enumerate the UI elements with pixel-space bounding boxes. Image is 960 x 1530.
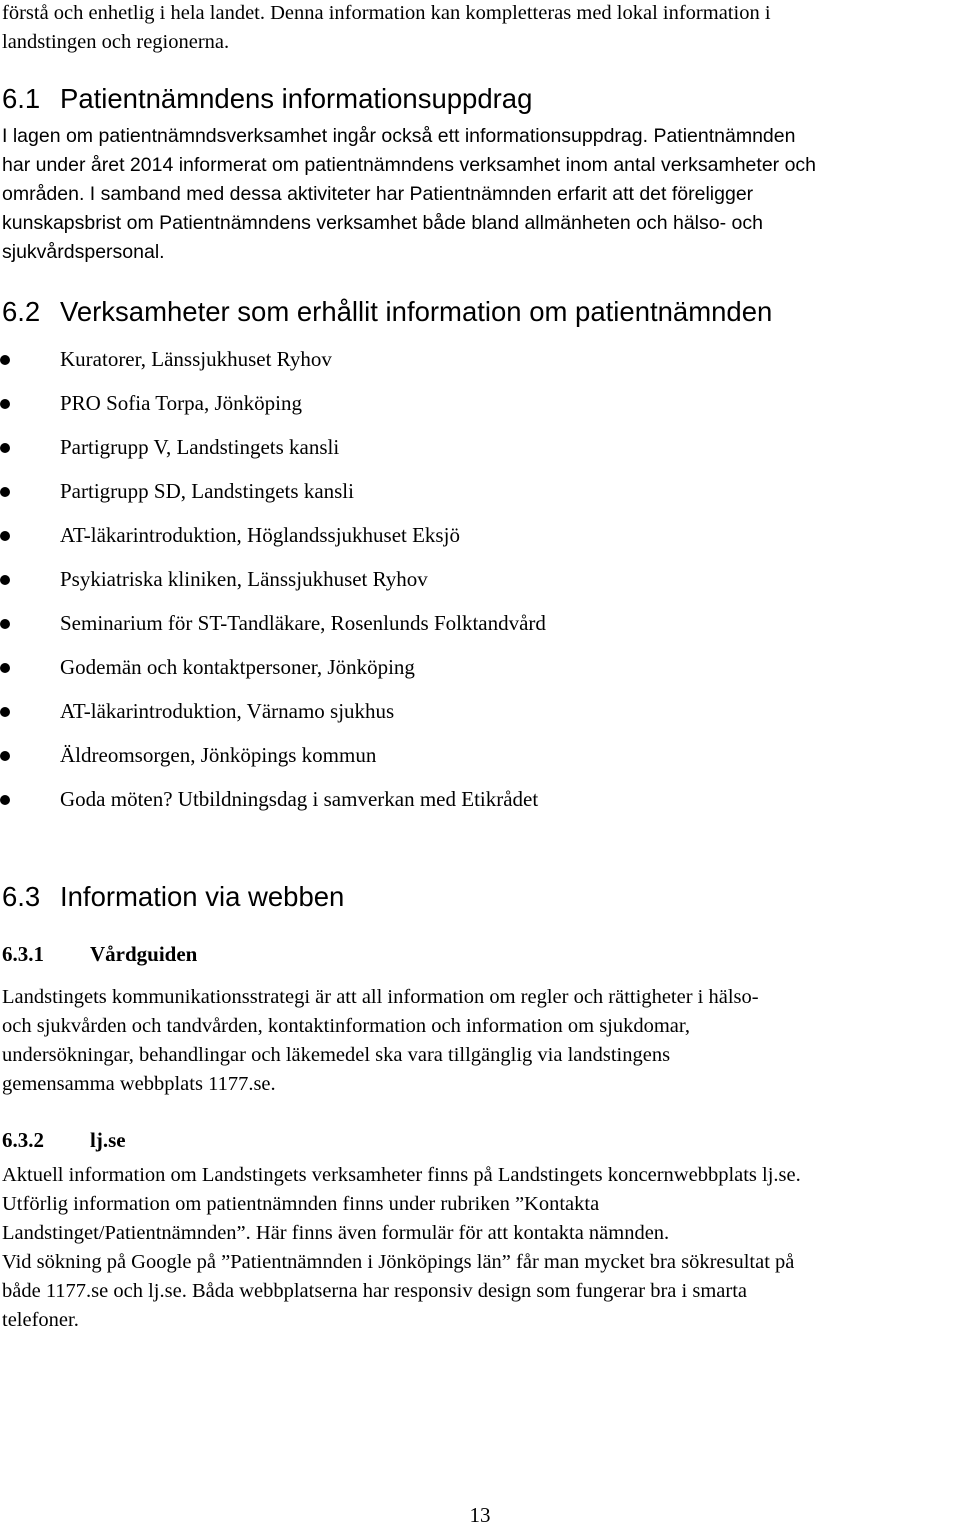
- bullet-icon: [0, 795, 10, 805]
- bullet-icon: [0, 443, 10, 453]
- section-number: 6.3.1: [2, 942, 44, 966]
- list-item-text: Äldreomsorgen, Jönköpings kommun: [60, 743, 377, 767]
- section-heading-6-3-2: [2, 1126, 126, 1154]
- section-6-1-paragraph: [2, 122, 958, 267]
- bullet-icon: [0, 399, 10, 409]
- paragraph-line: sjukvårdspersonal.: [2, 241, 165, 263]
- paragraph-line: har under året 2014 informerat om patientnämndens verksamhet inom antal verksamheter och: [2, 154, 817, 176]
- bullet-icon: [0, 619, 10, 629]
- list-item: [0, 386, 940, 430]
- list-item: [0, 782, 940, 826]
- list-item: [0, 650, 940, 694]
- bullet-icon: [0, 575, 10, 585]
- section-number: 6.3.2: [2, 1128, 44, 1152]
- list-item: [0, 694, 940, 738]
- list-item: [0, 606, 940, 650]
- bullet-icon: [0, 531, 10, 541]
- list-item-text: Seminarium för ST-Tandläkare, Rosenlunds Folktandvård: [60, 611, 546, 635]
- list-item: [0, 738, 940, 782]
- paragraph-line: Aktuell information om Landstingets verksamheter finns på Landstingets koncernwebbplats lj.se.: [2, 1164, 801, 1186]
- bullet-icon: [0, 487, 10, 497]
- organization-list: [0, 342, 940, 826]
- section-number: 6.3: [2, 881, 41, 912]
- bullet-icon: [0, 355, 10, 365]
- paragraph-line: landstingen och regionerna.: [2, 31, 230, 53]
- paragraph-line: gemensamma webbplats 1177.se.: [2, 1073, 276, 1095]
- list-item-text: AT-läkarintroduktion, Höglandssjukhuset Eksjö: [60, 523, 460, 547]
- section-title: Vårdguiden: [90, 942, 198, 966]
- list-item-text: Kuratorer, Länssjukhuset Ryhov: [60, 347, 332, 371]
- section-number: 6.2: [2, 296, 41, 327]
- paragraph-line: förstå och enhetlig i hela landet. Denna information kan kompletteras med lokal information i: [2, 2, 771, 24]
- list-item-text: PRO Sofia Torpa, Jönköping: [60, 391, 302, 415]
- list-item: [0, 342, 940, 386]
- list-item-text: Godemän och kontaktpersoner, Jönköping: [60, 655, 415, 679]
- list-item-text: Goda möten? Utbildningsdag i samverkan med Etikrådet: [60, 787, 539, 811]
- paragraph-line: telefoner.: [2, 1309, 79, 1331]
- list-item: [0, 430, 940, 474]
- intro-paragraph: [2, 0, 958, 57]
- paragraph-line: I lagen om patientnämndsverksamhet ingår också ett informationsuppdrag. Patientnämnden: [2, 125, 796, 147]
- section-title: lj.se: [90, 1128, 126, 1152]
- section-title: Information via webben: [60, 881, 345, 912]
- section-heading-6-3: [2, 880, 344, 914]
- section-title: Patientnämndens informationsuppdrag: [60, 83, 533, 114]
- section-6-3-2-paragraph: [2, 1161, 958, 1335]
- section-heading-6-1: [2, 82, 532, 116]
- section-title: Verksamheter som erhållit information om patientnämnden: [60, 296, 773, 327]
- paragraph-line: undersökningar, behandlingar och läkemedel ska vara tillgänglig via landstingens: [2, 1044, 671, 1066]
- list-item: [0, 474, 940, 518]
- paragraph-line: områden. I samband med dessa aktiviteter har Patientnämnden erfarit att det föreligger: [2, 183, 754, 205]
- paragraph-line: kunskapsbrist om Patientnämndens verksamhet både bland allmänheten och hälso- och: [2, 212, 763, 234]
- page-number: 13: [469, 1503, 491, 1527]
- bullet-icon: [0, 663, 10, 673]
- list-item-text: AT-läkarintroduktion, Värnamo sjukhus: [60, 699, 395, 723]
- bullet-icon: [0, 751, 10, 761]
- paragraph-line: Landstinget/Patientnämnden”. Här finns även formulär för att kontakta nämnden.: [2, 1222, 670, 1244]
- paragraph-line: och sjukvården och tandvården, kontaktinformation och information om sjukdomar,: [2, 1015, 691, 1037]
- paragraph-line: Landstingets kommunikationsstrategi är att all information om regler och rättigheter i hälso-: [2, 986, 759, 1008]
- list-item: [0, 518, 940, 562]
- section-number: 6.1: [2, 83, 41, 114]
- list-item: [0, 562, 940, 606]
- list-item-text: Partigrupp SD, Landstingets kansli: [60, 479, 354, 503]
- section-heading-6-3-1: [2, 940, 197, 968]
- paragraph-line: Utförlig information om patientnämnden finns under rubriken ”Kontakta: [2, 1193, 600, 1215]
- section-heading-6-2: [2, 295, 772, 329]
- bullet-icon: [0, 707, 10, 717]
- paragraph-line: Vid sökning på Google på ”Patientnämnden i Jönköpings län” får man mycket bra sökresultat på: [2, 1251, 795, 1273]
- paragraph-line: både 1177.se och lj.se. Båda webbplatserna har responsiv design som fungerar bra i smarta: [2, 1280, 747, 1302]
- list-item-text: Psykiatriska kliniken, Länssjukhuset Ryhov: [60, 567, 428, 591]
- section-6-3-1-paragraph: [2, 983, 958, 1099]
- list-item-text: Partigrupp V, Landstingets kansli: [60, 435, 340, 459]
